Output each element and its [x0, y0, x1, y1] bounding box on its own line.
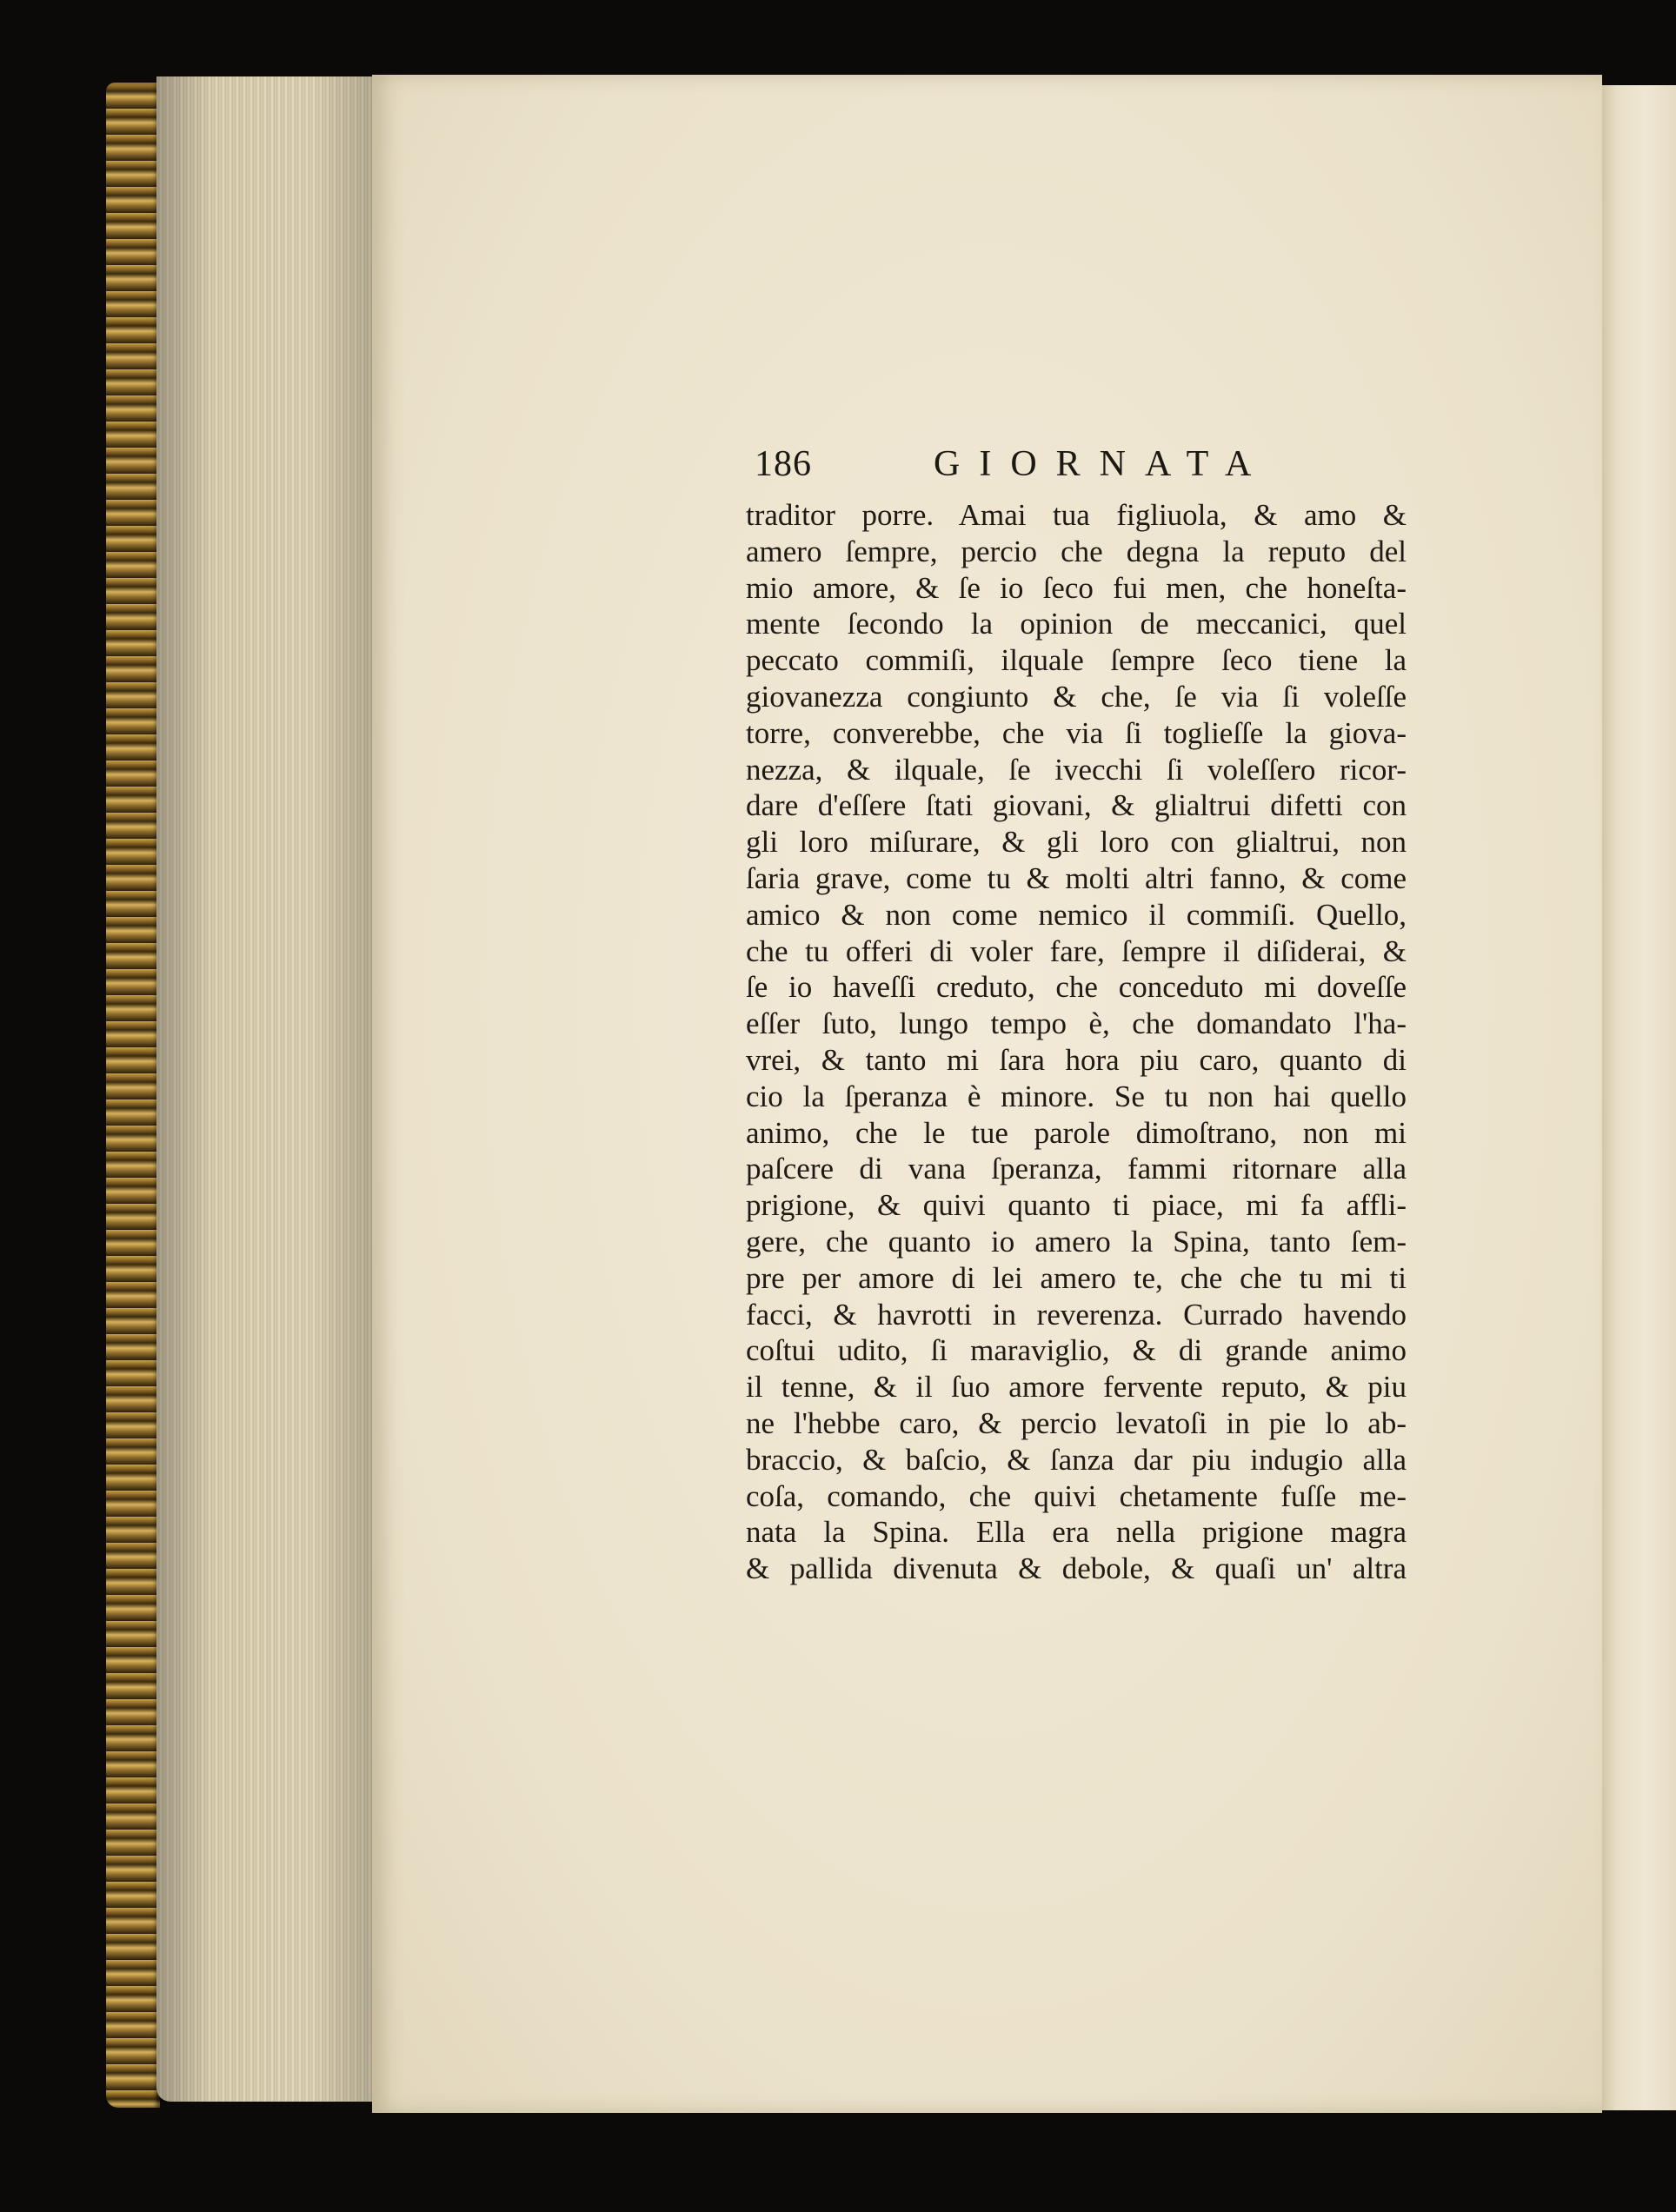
- text-line: eſſer ſuto, lungo tempo è, che domandato l'ha-: [746, 1006, 1407, 1041]
- text-line: che tu offeri di voler fare, ſempre il diſiderai, &: [746, 933, 1407, 968]
- text-line: dare d'eſſere ſtati giovani, & glialtrui difetti con: [746, 788, 1407, 823]
- text-line: nata la Spina. Ella era nella prigione magra: [746, 1515, 1407, 1550]
- text-line: braccio, & baſcio, & ſanza dar piu indugio alla: [746, 1442, 1407, 1477]
- running-head: GIORNATA: [934, 444, 1271, 484]
- text-line: nezza, & ilquale, ſe ivecchi ſi voleſſero ricor-: [746, 752, 1407, 787]
- text-line: vrei, & tanto mi ſara hora piu caro, quanto di: [746, 1042, 1407, 1077]
- book-spine-gilt-edge: [106, 83, 160, 2108]
- text-line: animo, che le tue parole dimoſtrano, non mi: [746, 1115, 1407, 1150]
- text-line: prigione, & quivi quanto ti piace, mi fa affli-: [746, 1188, 1407, 1223]
- text-line: & pallida divenuta & debole, & quaſi un' altra: [746, 1551, 1407, 1586]
- text-line: ne l'hebbe caro, & percio levatoſi in pie lo ab-: [746, 1405, 1407, 1440]
- page-header: [755, 443, 1398, 495]
- text-line: amico & non come nemico il commiſi. Quello,: [746, 897, 1407, 932]
- text-line: coſtui udito, ſi maraviglio, & di grande animo: [746, 1333, 1407, 1368]
- text-line: ſaria grave, come tu & molti altri fanno, & come: [746, 860, 1407, 895]
- text-line: giovanezza congiunto & che, ſe via ſi voleſſe: [746, 679, 1407, 714]
- text-line: amero ſempre, percio che degna la reputo del: [746, 534, 1407, 568]
- text-line: mente ſecondo la opinion de meccanici, quel: [746, 607, 1407, 641]
- page-edges: [156, 76, 378, 2102]
- text-line: facci, & havrotti in reverenza. Currado havendo: [746, 1297, 1407, 1332]
- page-number: 186: [755, 444, 812, 484]
- text-line: torre, converebbe, che via ſi toglieſſe la giova-: [746, 715, 1407, 750]
- text-line: gli loro miſurare, & gli loro con glialtrui, non: [746, 825, 1407, 860]
- text-line: coſa, comando, che quivi chetamente fuſſe me-: [746, 1478, 1407, 1513]
- text-line: mio amore, & ſe io ſeco fui men, che honeſta-: [746, 570, 1407, 605]
- text-line: cio la ſperanza è minore. Se tu non hai quello: [746, 1079, 1407, 1113]
- body-text: [746, 497, 1407, 1587]
- text-line: ſe io haveſſi creduto, che conceduto mi doveſſe: [746, 970, 1407, 1005]
- text-line: il tenne, & il ſuo amore fervente reputo, & piu: [746, 1370, 1407, 1405]
- text-line: traditor porre. Amai tua figliuola, & amo &: [746, 498, 1407, 532]
- text-line: paſcere di vana ſperanza, fammi ritornare alla: [746, 1152, 1407, 1186]
- text-line: peccato commiſi, ilquale ſempre ſeco tiene la: [746, 643, 1407, 678]
- text-line: pre per amore di lei amero te, che che tu mi ti: [746, 1260, 1407, 1295]
- text-line: gere, che quanto io amero la Spina, tanto ſem-: [746, 1224, 1407, 1259]
